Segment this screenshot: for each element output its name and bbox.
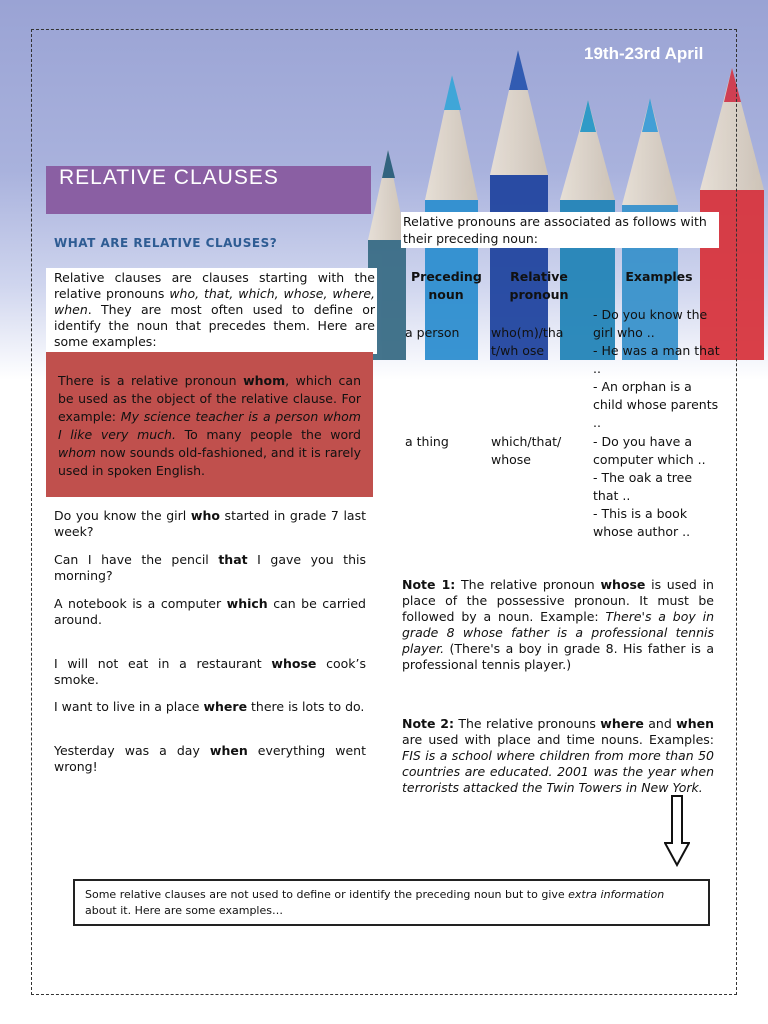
- note-2: [402, 716, 714, 796]
- example-pronoun: who: [190, 508, 220, 523]
- example-text: Yesterday was a day: [54, 743, 210, 758]
- note-1: [402, 577, 714, 673]
- note-keyword: whose: [600, 577, 646, 592]
- example-sentence: [54, 552, 366, 584]
- table-example: - An orphan is a child whose parents ..: [593, 379, 719, 430]
- example-text: Do you know the girl: [54, 508, 191, 523]
- table-header: Preceding noun: [411, 269, 482, 302]
- section-heading: WHAT ARE RELATIVE CLAUSES?: [54, 236, 278, 250]
- date-range: 19th-23rd April: [584, 44, 704, 63]
- whom-text-4: now sounds old-fashioned, and it is rarely used in spoken English.: [58, 445, 361, 478]
- note-label: Note 2:: [402, 716, 454, 731]
- note-text: are used with place and time nouns. Examples:: [402, 732, 714, 747]
- whom-word-2: whom: [58, 445, 96, 460]
- table-cell-pronoun: who(m)/that/wh ose: [491, 325, 564, 358]
- note-text: is used in place of the possessive pronoun. It must be followed by a noun. Example:: [402, 577, 714, 624]
- intro-paragraph: [46, 268, 377, 354]
- whom-text-1: There is a relative pronoun: [58, 373, 244, 388]
- extra-emphasis: extra information: [568, 888, 665, 901]
- whom-word: whom: [243, 373, 286, 388]
- table-header: Examples: [625, 269, 693, 284]
- table-cell-noun: a thing: [405, 434, 449, 449]
- example-sentence: [54, 656, 366, 688]
- example-text: I will not eat in a restaurant: [54, 656, 272, 671]
- note-example: There's a boy in grade 8 whose father is a professional tennis player.: [402, 609, 714, 656]
- note-example: FIS is a school where children from more than 50 countries are educated. 2001 was the year when terrorists attacked the Twin Towers in New York.: [402, 748, 714, 795]
- note-text: (There's a boy in grade 8. His father is a professional tennis player.): [402, 641, 714, 672]
- note-keyword: when: [676, 716, 714, 731]
- note-text: and: [643, 716, 677, 731]
- example-text: can be carried around.: [54, 596, 366, 627]
- whom-text-3: To many people the word: [175, 427, 361, 442]
- example-pronoun: which: [226, 596, 268, 611]
- example-text: there is lots to do.: [247, 699, 365, 714]
- table-cell-examples: [593, 306, 721, 432]
- extra-text: Some relative clauses are not used to define or identify the preceding noun but to give: [85, 888, 569, 901]
- example-sentence: [54, 699, 366, 715]
- example-text: I want to live in a place: [54, 699, 204, 714]
- example-pronoun: where: [203, 699, 248, 714]
- example-sentence: [54, 596, 366, 628]
- example-text: started in grade 7 last week?: [54, 508, 366, 539]
- example-text: A notebook is a computer: [54, 596, 227, 611]
- title-bar: [46, 166, 371, 214]
- note-label: Note 1:: [402, 577, 456, 592]
- example-pronoun: whose: [271, 656, 317, 671]
- whom-note-box: [46, 352, 373, 497]
- table-example: - The oak a tree that ..: [593, 470, 693, 503]
- note-text: The relative pronouns: [453, 716, 601, 731]
- example-sentence: [54, 743, 366, 775]
- example-sentence: [54, 508, 366, 540]
- note-text: The relative pronoun: [455, 577, 601, 592]
- example-text: I gave you this morning?: [54, 552, 366, 583]
- table-example: - Do you know the girl who ..: [593, 307, 708, 340]
- table-example: - He was a man that ..: [593, 343, 720, 376]
- example-pronoun: when: [209, 743, 248, 758]
- extra-information-box: [73, 879, 710, 926]
- example-text: everything went wrong!: [54, 743, 367, 774]
- example-text: cook’s smoke.: [54, 656, 367, 687]
- whom-text-2: , which can be used as the object of the relative clause. For example:: [58, 373, 362, 424]
- note-keyword: where: [600, 716, 644, 731]
- intro-text: Relative clauses are clauses starting with the relative pronouns: [54, 270, 375, 301]
- table-header: Relative pronoun: [509, 269, 569, 302]
- association-text: Relative pronouns are associated as follows with their preceding noun:: [401, 212, 719, 248]
- example-pronoun: that: [218, 552, 248, 567]
- table-example: - Do you have a computer which ..: [593, 434, 706, 467]
- table-cell-examples: [593, 433, 717, 541]
- intro-text-end: . They are most often used to define or identify the noun that precedes them. Here are some examples:: [54, 302, 375, 349]
- table-cell-noun: a person: [405, 325, 460, 340]
- whom-example: My science teacher is a person whom I like very much.: [58, 409, 361, 442]
- table-example: - This is a book whose author ..: [593, 506, 691, 539]
- extra-text-end: about it. Here are some examples…: [85, 904, 283, 917]
- down-arrow-icon: [664, 795, 690, 867]
- pronoun-list: who, that, which, whose, where, when: [54, 286, 375, 317]
- table-cell-pronoun: which/that/ whose: [491, 434, 562, 467]
- page-title: RELATIVE CLAUSES: [59, 166, 279, 189]
- example-text: Can I have the pencil: [54, 552, 219, 567]
